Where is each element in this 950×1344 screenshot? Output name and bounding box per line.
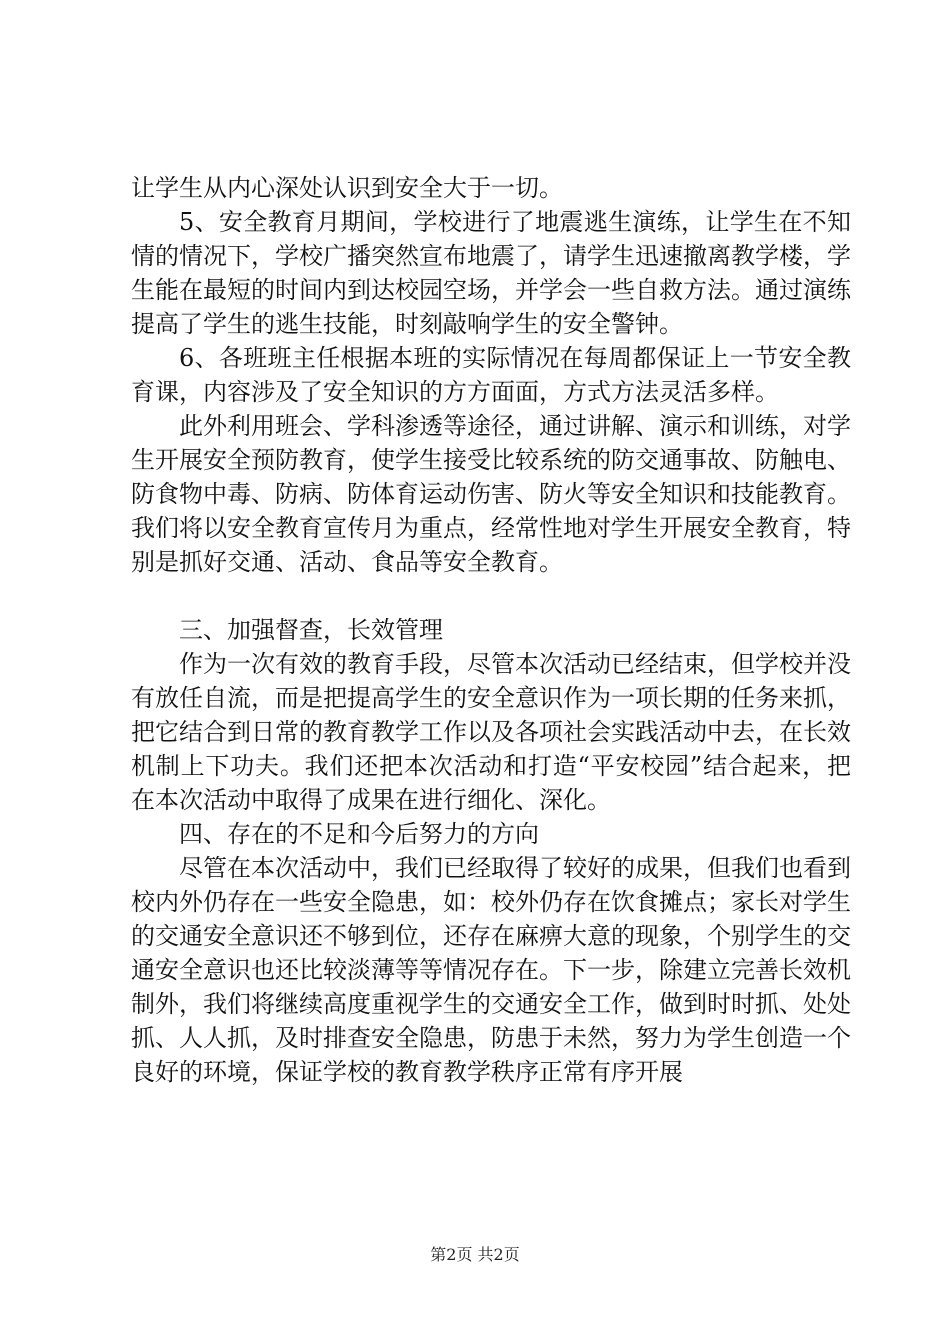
section-heading-3: 三、加强督查，长效管理	[179, 616, 443, 644]
paragraph-continuation: 让学生从内心深处认识到安全大于一切。	[131, 174, 563, 202]
paragraph-spacer	[131, 579, 851, 613]
paragraph-item-5: 5、安全教育月期间，学校进行了地震逃生演练，让学生在不知情的情况下，学校广播突然宣布地震了，请学生迅速撤离教学楼，学生能在最短的时间内到达校园空场，并学会一些自救方法。通过演练提高了学生的逃生技能，时刻敲响学生的安全警钟。	[131, 208, 851, 338]
section-heading-4: 四、存在的不足和今后努力的方向	[179, 820, 539, 848]
document-body	[131, 171, 851, 1089]
paragraph-item-6: 6、各班班主任根据本班的实际情况在每周都保证上一节安全教育课，内容涉及了安全知识的方方面面，方式方法灵活多样。	[131, 344, 851, 406]
paragraph-section-3-body: 作为一次有效的教育手段，尽管本次活动已经结束，但学校并没有放任自流，而是把提高学生的安全意识作为一项长期的任务来抓，把它结合到日常的教育教学工作以及各项社会实践活动中去，在长效机制上下功夫。我们还把本次活动和打造“平安校园”结合起来，把在本次活动中取得了成果在进行细化、深化。	[131, 650, 851, 814]
paragraph-additional: 此外利用班会、学科渗透等途径，通过讲解、演示和训练，对学生开展安全预防教育，使学生接受比较系统的防交通事故、防触电、防食物中毒、防病、防体育运动伤害、防火等安全知识和技能教育。我们将以安全教育宣传月为重点，经常性地对学生开展安全教育，特别是抓好交通、活动、食品等安全教育。	[131, 412, 851, 576]
page-footer: 第2页 共2页	[430, 1245, 520, 1264]
paragraph-section-4-body: 尽管在本次活动中，我们已经取得了较好的成果，但我们也看到校内外仍存在一些安全隐患，如：校外仍存在饮食摊点；家长对学生的交通安全意识还不够到位，还存在麻痹大意的现象，个别学生的交通安全意识也还比较淡薄等等情况存在。下一步，除建立完善长效机制外，我们将继续高度重视学生的交通安全工作，做到时时抓、处处抓、人人抓，及时排查安全隐患，防患于未然，努力为学生创造一个良好的环境，保证学校的教育教学秩序正常有序开展	[131, 854, 851, 1086]
